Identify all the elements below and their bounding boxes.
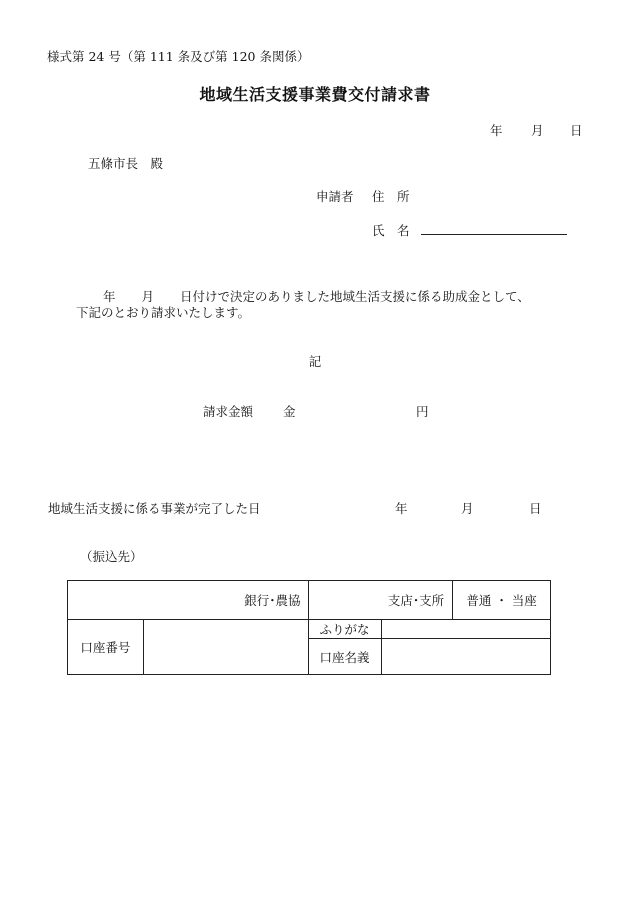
amount-yen: 円	[416, 404, 429, 419]
address-label: 住 所	[372, 189, 410, 204]
bank-suffix: 銀行･農協	[244, 593, 301, 608]
branch-suffix: 支店･支所	[387, 593, 445, 608]
form-number: 様式第 24 号（第 111 条及び第 120 条関係）	[47, 49, 310, 64]
applicant-label: 申請者	[316, 189, 354, 204]
date-year: 年	[490, 123, 503, 138]
page-title: 地域生活支援事業費交付請求書	[199, 85, 431, 104]
account-name-label: 口座名義	[309, 639, 382, 675]
branch-name-cell[interactable]	[309, 581, 453, 620]
completion-label: 地域生活支援に係る事業が完了した日	[48, 501, 261, 516]
furigana-cell[interactable]	[382, 620, 551, 639]
name-field[interactable]	[421, 234, 567, 235]
amount-label: 請求金額	[203, 404, 254, 419]
completion-year: 年	[395, 501, 408, 516]
addressee: 五條市長 殿	[88, 156, 164, 171]
furigana-label: ふりがな	[309, 620, 382, 639]
bank-name-cell[interactable]	[68, 581, 309, 620]
date-month: 月	[531, 123, 544, 138]
account-name-cell[interactable]	[382, 639, 551, 675]
bank-table	[67, 580, 551, 675]
completion-month: 月	[461, 501, 474, 516]
date-day: 日	[570, 123, 583, 138]
account-number-label: 口座番号	[68, 620, 144, 675]
body-year: 年	[103, 289, 116, 304]
account-type: 普通 ・ 当座	[466, 593, 537, 608]
amount-kin: 金	[283, 404, 296, 419]
name-label: 氏 名	[372, 223, 410, 238]
completion-day: 日	[529, 501, 542, 516]
transfer-label: （振込先）	[80, 549, 143, 564]
body-text-line2: 下記のとおり請求いたします。	[76, 305, 251, 320]
body-text: 日付けで決定のありました地域生活支援に係る助成金として、	[180, 289, 530, 304]
account-number-cell[interactable]	[143, 620, 309, 675]
account-type-cell[interactable]	[453, 581, 551, 620]
ki-heading: 記	[308, 354, 322, 369]
body-month: 月	[141, 289, 155, 304]
